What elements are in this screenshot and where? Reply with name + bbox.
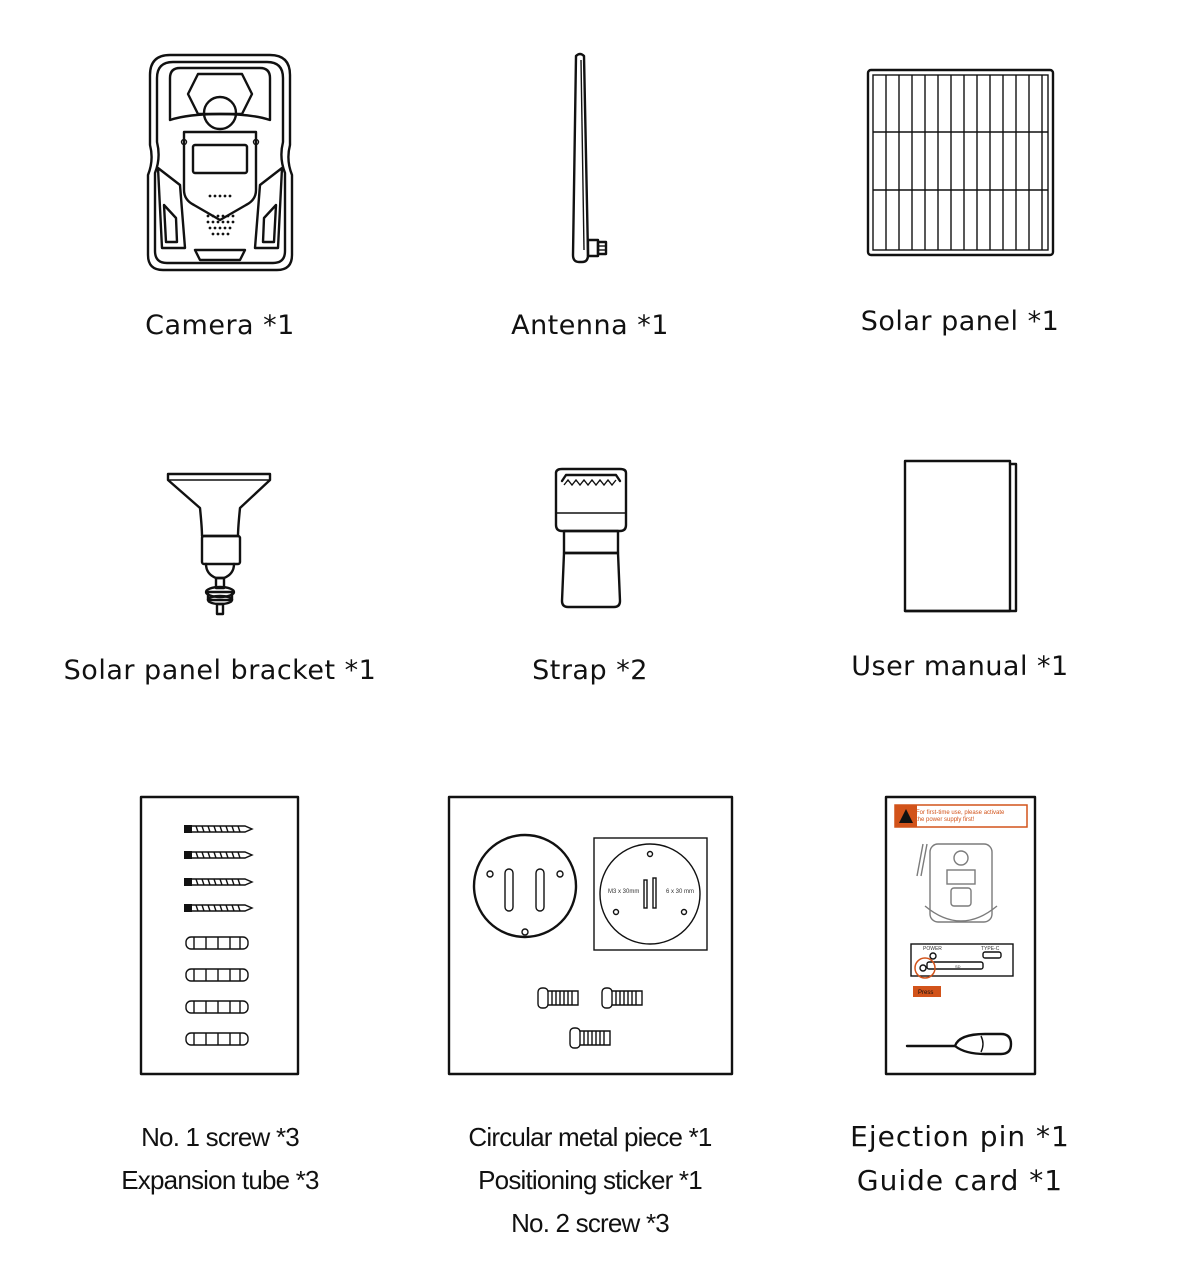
screw-icon — [184, 825, 252, 833]
camera-sketch-icon — [917, 844, 997, 922]
strap-illustration — [550, 465, 630, 615]
screws-box-illustration — [140, 796, 300, 1076]
no2-screw-icon — [570, 1028, 610, 1048]
solar-panel-bracket-label: Solar panel bracket *1 — [63, 655, 377, 686]
antenna-illustration — [560, 50, 620, 265]
port-panel — [911, 944, 1013, 997]
solar-panel-bracket-illustration — [160, 468, 280, 618]
sticker-left-text: M3 x 30mm — [608, 889, 640, 895]
solar-panel-illustration — [866, 68, 1056, 258]
no2-screw-label: No. 2 screw *3 — [511, 1208, 669, 1238]
circular-metal-piece-icon — [474, 835, 576, 937]
positioning-sticker-icon — [594, 838, 707, 950]
ejection-pin-label: Ejection pin *1 — [850, 1120, 1070, 1153]
metal-piece-box-illustration — [448, 796, 734, 1076]
circular-metal-piece-label: Circular metal piece *1 — [468, 1122, 712, 1152]
positioning-sticker-label: Positioning sticker *1 — [478, 1165, 702, 1195]
expansion-tube-icon — [186, 937, 248, 949]
ejection-pin-icon — [907, 1034, 1011, 1054]
sticker-right-text: 6 x 30 mm — [666, 889, 695, 895]
expansion-tube-label: Expansion tube *3 — [121, 1165, 319, 1195]
screw-icon — [184, 878, 252, 886]
no2-screw-icon — [538, 988, 578, 1008]
strap-label: Strap *2 — [532, 655, 648, 686]
warning-line-1: For first-time use, please activate — [916, 810, 1005, 816]
antenna-label: Antenna *1 — [511, 310, 669, 341]
expansion-tube-icon — [186, 1033, 248, 1045]
camera-label: Camera *1 — [145, 310, 295, 341]
expansion-tube-icon — [186, 969, 248, 981]
no2-screw-icon — [602, 988, 642, 1008]
warning-banner — [895, 805, 1027, 827]
expansion-tube-icon — [186, 1001, 248, 1013]
screw-icon — [184, 851, 252, 859]
warning-line-2: the power supply first! — [916, 817, 975, 823]
press-text: Press — [918, 990, 934, 996]
sd-text: SD — [955, 964, 961, 969]
no1-screw-label: No. 1 screw *3 — [141, 1122, 299, 1152]
camera-illustration — [140, 50, 300, 275]
guide-card-label: Guide card *1 — [856, 1164, 1064, 1197]
solar-panel-label: Solar panel *1 — [860, 306, 1060, 337]
type-c-text: TYPE-C — [981, 946, 1000, 952]
user-manual-label: User manual *1 — [851, 651, 1069, 682]
user-manual-illustration — [900, 458, 1025, 618]
power-text: POWER — [923, 946, 942, 952]
guide-card-box-illustration — [885, 796, 1037, 1076]
screw-icon — [184, 904, 252, 912]
